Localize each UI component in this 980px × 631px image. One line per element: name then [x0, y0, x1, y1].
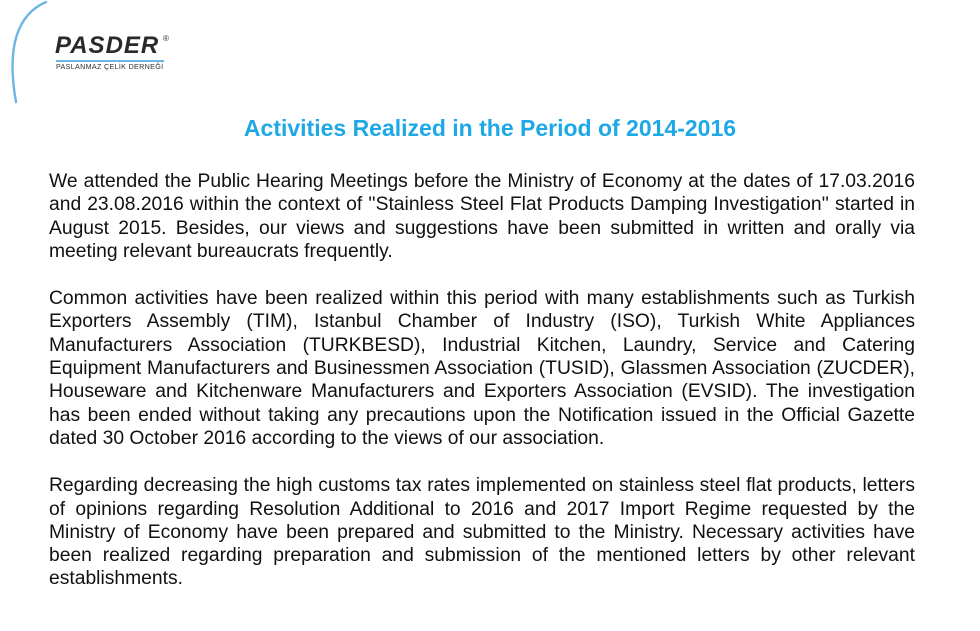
logo-name: PASDER	[55, 32, 160, 59]
logo-subtitle: PASLANMAZ ÇELİK DERNEĞİ	[56, 62, 164, 71]
pasder-logo	[0, 0, 190, 100]
paragraph-public-hearing: We attended the Public Hearing Meetings before the Ministry of Economy at the dates of 17.03.2016 and 23.08.2016 within the context of ''Stainless Steel Flat Products Damping Investigation'' started in August 2015. Besides, our views and suggestions have been submitted in written and orally via meeting relevant bureaucrats frequently.	[49, 171, 915, 262]
page-title: Activities Realized in the Period of 2014-2016	[243, 115, 737, 141]
document-body	[49, 170, 915, 615]
paragraph-customs-tax: Regarding decreasing the high customs tax rates implemented on stainless steel flat products, letters of opinions regarding Resolution Additional to 2016 and 2017 Import Regime requested by the Ministry of Economy have been prepared and submitted to the Ministry. Necessary activities have been realized regarding preparation and submission of the mentioned letters by other relevant establishments.	[49, 475, 915, 590]
paragraph-common-activities: Common activities have been realized within this period with many establishments such as Turkish Exporters Assembly (TIM), Istanbul Chamber of Industry (ISO), Turkish White Appliances Manufacturers Association (TURKBESD), Industrial Kitchen, Laundry, Service and Catering Equipment Manufacturers and Businessmen Association (TUSID), Glassmen Association (ZUCDER), Houseware and Kitchenware Manufacturers and Exporters Association (EVSID). The investigation has been ended without taking any precautions upon the Notification issued in the Official Gazette dated 30 October 2016 according to the views of our association.	[49, 288, 915, 449]
registered-mark: ®	[163, 34, 169, 43]
logo-arc-icon	[0, 0, 60, 104]
